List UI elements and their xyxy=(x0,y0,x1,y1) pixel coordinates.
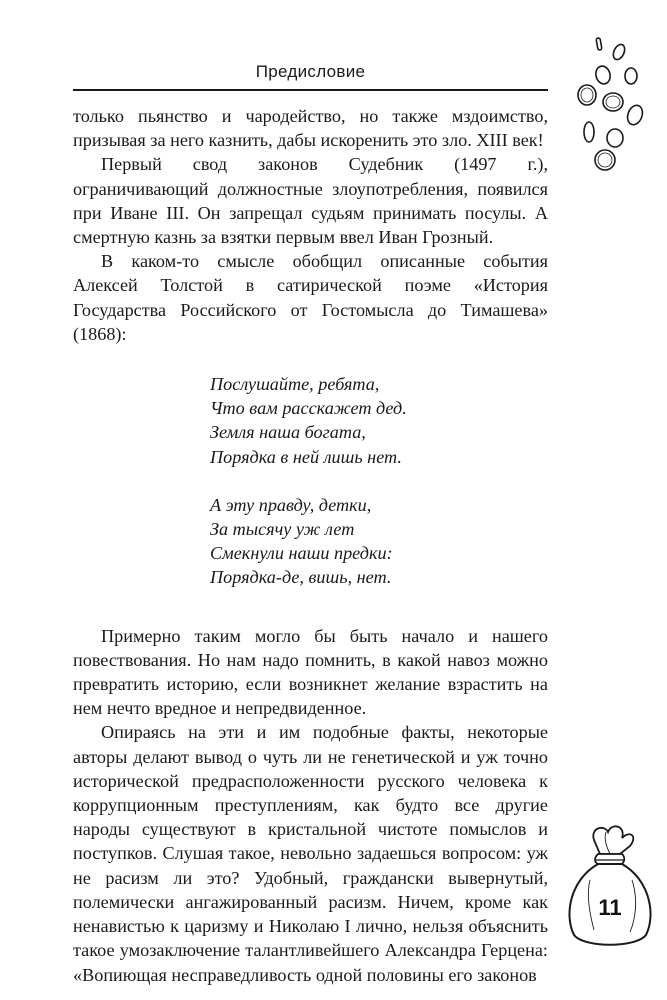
poem-quote xyxy=(210,372,548,590)
verse-line: Порядка в ней лишь нет. xyxy=(210,446,402,467)
coins-illustration xyxy=(575,30,645,180)
money-bag-illustration xyxy=(560,820,660,950)
verse-line: Послушайте, ребята, xyxy=(210,374,380,395)
page-body xyxy=(73,104,548,987)
verse-line: А эту правду, детки, xyxy=(210,494,372,515)
paragraph: В каком-то смысле обобщил описанные события Алексей Толстой в сатирической поэме «История Государства Российского от Гостомысла до Тимашева» (1868): xyxy=(73,251,548,344)
paragraph: Опираясь на эти и им подобные факты, некоторые авторы делают вывод о чуть ли не генетической и уж точно исторической предрасположенности русского человека к коррупционным преступлениям, как будто все другие народы существуют в кристальной чистоте помыслов и поступков. Слушая такое, невольно задаешься вопросом: уж не расизм ли это? Удобный, граждански вывернутый, полемически ангажированный расизм. Ничем, кроме как ненавистью к царизму и Николаю I лично, нельзя объяснить такое умозаключение талантливейшего Александра Герцена: «Вопиющая несправедливость одной половины его законов xyxy=(73,722,548,985)
header-rule xyxy=(73,89,548,91)
page-number: 11 xyxy=(598,895,622,920)
paragraph: Примерно таким могло бы быть начало и нашего повествования. Но нам надо помнить, в какой навоз можно превратить историю, если возникнет желание взрастить на нем нечто вредное и непредвиденное. xyxy=(73,625,548,719)
verse-line: Земля наша богата, xyxy=(210,422,366,443)
verse-line: Смекнули наши предки: xyxy=(210,543,393,564)
paragraph: Первый свод законов Судебник (1497 г.), ограничивающий должностные злоупотребления, появился при Иване III. Он запрещал судьям принимать посулы. А смертную казнь за взятки первым ввел Иван Грозный. xyxy=(73,154,548,248)
paragraph: только пьянство и чародейство, но также мздоимство, призывая за него казнить, дабы искоренить это зло. XIII век! xyxy=(73,106,548,151)
verse-line: Что вам расскажет дед. xyxy=(210,398,407,419)
verse-line: Порядка-де, вишь, нет. xyxy=(210,567,392,588)
running-header: Предисловие xyxy=(255,62,366,81)
verse-line: За тысячу уж лет xyxy=(210,519,355,540)
stanza-gap xyxy=(210,469,548,493)
